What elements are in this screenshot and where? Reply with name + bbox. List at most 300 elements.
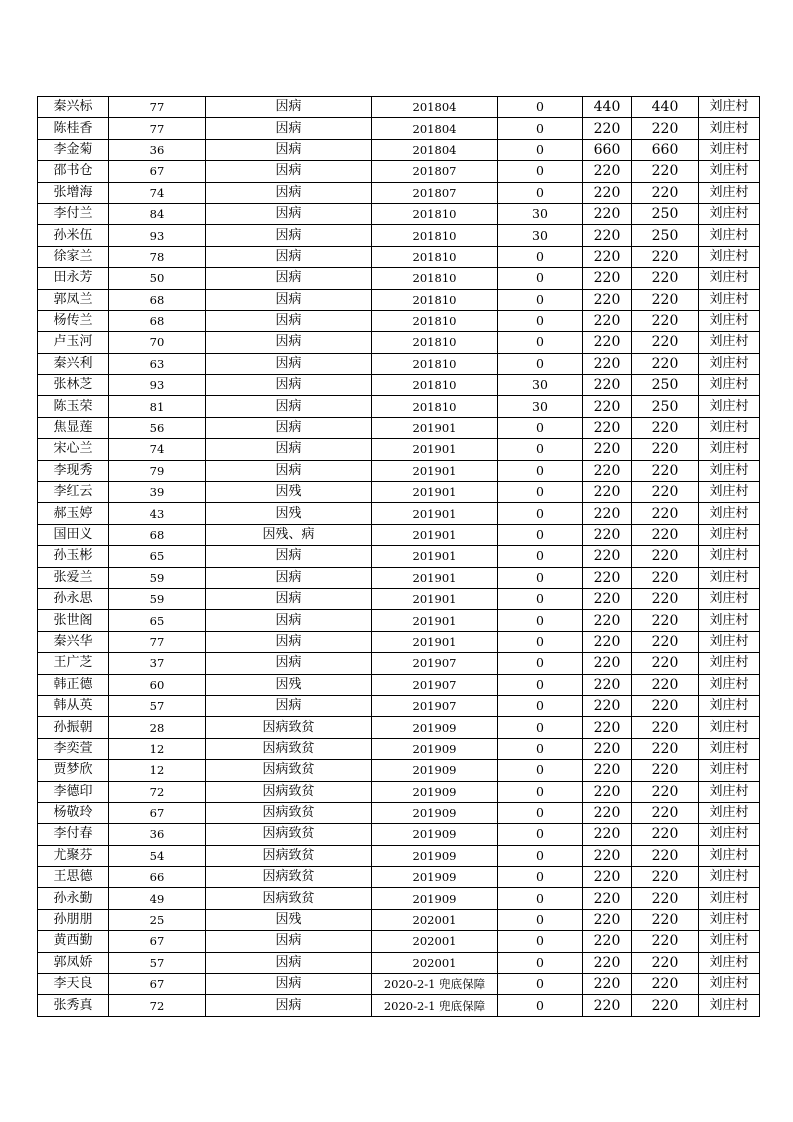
table-row xyxy=(38,995,760,1016)
age-cell: 68 xyxy=(109,524,206,545)
name-cell: 李付春 xyxy=(38,824,109,845)
date-cell: 201909 xyxy=(372,888,498,909)
reason-cell: 因病致贫 xyxy=(206,738,372,759)
base-amount-cell: 220 xyxy=(583,952,632,973)
village-cell: 刘庄村 xyxy=(699,439,760,460)
date-cell: 201807 xyxy=(372,182,498,203)
total-amount-cell: 220 xyxy=(632,482,699,503)
table-row xyxy=(38,867,760,888)
age-cell: 36 xyxy=(109,824,206,845)
table-row xyxy=(38,695,760,716)
table-row xyxy=(38,310,760,331)
table-row xyxy=(38,482,760,503)
name-cell: 黄西勤 xyxy=(38,931,109,952)
extra-amount-cell: 0 xyxy=(498,503,583,524)
reason-cell: 因病 xyxy=(206,182,372,203)
total-amount-cell: 220 xyxy=(632,182,699,203)
extra-amount-cell: 0 xyxy=(498,653,583,674)
date-cell: 201810 xyxy=(372,375,498,396)
age-cell: 57 xyxy=(109,695,206,716)
base-amount-cell: 220 xyxy=(583,289,632,310)
date-cell: 201807 xyxy=(372,161,498,182)
table-row xyxy=(38,909,760,930)
reason-cell: 因病 xyxy=(206,375,372,396)
total-amount-cell: 220 xyxy=(632,161,699,182)
age-cell: 78 xyxy=(109,246,206,267)
name-cell: 王思德 xyxy=(38,867,109,888)
village-cell: 刘庄村 xyxy=(699,931,760,952)
extra-amount-cell: 0 xyxy=(498,974,583,995)
village-cell: 刘庄村 xyxy=(699,653,760,674)
date-cell: 201901 xyxy=(372,460,498,481)
name-cell: 郭凤兰 xyxy=(38,289,109,310)
village-cell: 刘庄村 xyxy=(699,332,760,353)
date-cell: 201901 xyxy=(372,524,498,545)
base-amount-cell: 220 xyxy=(583,909,632,930)
village-cell: 刘庄村 xyxy=(699,246,760,267)
extra-amount-cell: 0 xyxy=(498,353,583,374)
total-amount-cell: 220 xyxy=(632,781,699,802)
base-amount-cell: 220 xyxy=(583,867,632,888)
name-cell: 韩正德 xyxy=(38,674,109,695)
date-cell: 201909 xyxy=(372,802,498,823)
age-cell: 49 xyxy=(109,888,206,909)
name-cell: 张爱兰 xyxy=(38,567,109,588)
total-amount-cell: 220 xyxy=(632,439,699,460)
reason-cell: 因病 xyxy=(206,995,372,1016)
total-amount-cell: 440 xyxy=(632,97,699,118)
table-row xyxy=(38,289,760,310)
table-row xyxy=(38,203,760,224)
village-cell: 刘庄村 xyxy=(699,482,760,503)
age-cell: 72 xyxy=(109,781,206,802)
date-cell: 201907 xyxy=(372,674,498,695)
date-cell: 202001 xyxy=(372,931,498,952)
base-amount-cell: 220 xyxy=(583,332,632,353)
table-row xyxy=(38,610,760,631)
table-row xyxy=(38,567,760,588)
table-row xyxy=(38,396,760,417)
name-cell: 徐家兰 xyxy=(38,246,109,267)
total-amount-cell: 220 xyxy=(632,974,699,995)
total-amount-cell: 220 xyxy=(632,417,699,438)
base-amount-cell: 220 xyxy=(583,717,632,738)
reason-cell: 因病 xyxy=(206,139,372,160)
village-cell: 刘庄村 xyxy=(699,139,760,160)
village-cell: 刘庄村 xyxy=(699,695,760,716)
village-cell: 刘庄村 xyxy=(699,631,760,652)
extra-amount-cell: 0 xyxy=(498,161,583,182)
total-amount-cell: 250 xyxy=(632,225,699,246)
extra-amount-cell: 0 xyxy=(498,610,583,631)
age-cell: 74 xyxy=(109,182,206,203)
village-cell: 刘庄村 xyxy=(699,802,760,823)
base-amount-cell: 220 xyxy=(583,546,632,567)
total-amount-cell: 660 xyxy=(632,139,699,160)
extra-amount-cell: 0 xyxy=(498,439,583,460)
base-amount-cell: 220 xyxy=(583,225,632,246)
date-cell: 201909 xyxy=(372,738,498,759)
extra-amount-cell: 0 xyxy=(498,952,583,973)
roster-body xyxy=(38,97,760,1017)
village-cell: 刘庄村 xyxy=(699,289,760,310)
date-cell: 201810 xyxy=(372,289,498,310)
base-amount-cell: 220 xyxy=(583,310,632,331)
table-row xyxy=(38,503,760,524)
name-cell: 李德印 xyxy=(38,781,109,802)
village-cell: 刘庄村 xyxy=(699,717,760,738)
name-cell: 郝玉婷 xyxy=(38,503,109,524)
total-amount-cell: 220 xyxy=(632,653,699,674)
reason-cell: 因病 xyxy=(206,289,372,310)
age-cell: 77 xyxy=(109,631,206,652)
base-amount-cell: 220 xyxy=(583,888,632,909)
base-amount-cell: 220 xyxy=(583,995,632,1016)
name-cell: 孙永思 xyxy=(38,588,109,609)
total-amount-cell: 220 xyxy=(632,952,699,973)
reason-cell: 因病 xyxy=(206,588,372,609)
village-cell: 刘庄村 xyxy=(699,974,760,995)
reason-cell: 因病致贫 xyxy=(206,824,372,845)
total-amount-cell: 220 xyxy=(632,310,699,331)
name-cell: 孙振朝 xyxy=(38,717,109,738)
extra-amount-cell: 0 xyxy=(498,631,583,652)
table-row xyxy=(38,674,760,695)
village-cell: 刘庄村 xyxy=(699,310,760,331)
date-cell: 201909 xyxy=(372,845,498,866)
base-amount-cell: 220 xyxy=(583,118,632,139)
village-cell: 刘庄村 xyxy=(699,97,760,118)
reason-cell: 因病 xyxy=(206,439,372,460)
village-cell: 刘庄村 xyxy=(699,353,760,374)
name-cell: 李现秀 xyxy=(38,460,109,481)
table-row xyxy=(38,375,760,396)
village-cell: 刘庄村 xyxy=(699,888,760,909)
date-cell: 201810 xyxy=(372,353,498,374)
age-cell: 59 xyxy=(109,567,206,588)
extra-amount-cell: 0 xyxy=(498,845,583,866)
age-cell: 77 xyxy=(109,97,206,118)
name-cell: 陈桂香 xyxy=(38,118,109,139)
reason-cell: 因病 xyxy=(206,417,372,438)
reason-cell: 因病 xyxy=(206,268,372,289)
base-amount-cell: 220 xyxy=(583,781,632,802)
base-amount-cell: 220 xyxy=(583,246,632,267)
total-amount-cell: 220 xyxy=(632,588,699,609)
village-cell: 刘庄村 xyxy=(699,396,760,417)
total-amount-cell: 220 xyxy=(632,546,699,567)
base-amount-cell: 220 xyxy=(583,845,632,866)
reason-cell: 因病 xyxy=(206,460,372,481)
extra-amount-cell: 0 xyxy=(498,695,583,716)
name-cell: 张世阁 xyxy=(38,610,109,631)
name-cell: 李红云 xyxy=(38,482,109,503)
date-cell: 201909 xyxy=(372,781,498,802)
name-cell: 杨传兰 xyxy=(38,310,109,331)
name-cell: 焦显莲 xyxy=(38,417,109,438)
table-row xyxy=(38,225,760,246)
age-cell: 65 xyxy=(109,610,206,631)
village-cell: 刘庄村 xyxy=(699,738,760,759)
age-cell: 28 xyxy=(109,717,206,738)
total-amount-cell: 220 xyxy=(632,503,699,524)
extra-amount-cell: 0 xyxy=(498,931,583,952)
age-cell: 74 xyxy=(109,439,206,460)
reason-cell: 因病 xyxy=(206,246,372,267)
age-cell: 68 xyxy=(109,289,206,310)
extra-amount-cell: 0 xyxy=(498,867,583,888)
total-amount-cell: 220 xyxy=(632,888,699,909)
name-cell: 国田义 xyxy=(38,524,109,545)
extra-amount-cell: 0 xyxy=(498,888,583,909)
extra-amount-cell: 0 xyxy=(498,417,583,438)
date-cell: 201901 xyxy=(372,503,498,524)
age-cell: 59 xyxy=(109,588,206,609)
base-amount-cell: 220 xyxy=(583,631,632,652)
total-amount-cell: 220 xyxy=(632,824,699,845)
date-cell: 201804 xyxy=(372,97,498,118)
extra-amount-cell: 0 xyxy=(498,139,583,160)
base-amount-cell: 220 xyxy=(583,695,632,716)
village-cell: 刘庄村 xyxy=(699,867,760,888)
reason-cell: 因病 xyxy=(206,974,372,995)
extra-amount-cell: 0 xyxy=(498,760,583,781)
extra-amount-cell: 30 xyxy=(498,203,583,224)
date-cell: 201909 xyxy=(372,717,498,738)
reason-cell: 因病 xyxy=(206,931,372,952)
age-cell: 37 xyxy=(109,653,206,674)
age-cell: 67 xyxy=(109,974,206,995)
date-cell: 202001 xyxy=(372,952,498,973)
extra-amount-cell: 0 xyxy=(498,588,583,609)
reason-cell: 因病 xyxy=(206,396,372,417)
village-cell: 刘庄村 xyxy=(699,375,760,396)
reason-cell: 因残、病 xyxy=(206,524,372,545)
village-cell: 刘庄村 xyxy=(699,182,760,203)
total-amount-cell: 220 xyxy=(632,460,699,481)
total-amount-cell: 220 xyxy=(632,332,699,353)
total-amount-cell: 220 xyxy=(632,760,699,781)
table-row xyxy=(38,653,760,674)
base-amount-cell: 220 xyxy=(583,824,632,845)
village-cell: 刘庄村 xyxy=(699,460,760,481)
name-cell: 张增海 xyxy=(38,182,109,203)
date-cell: 201810 xyxy=(372,396,498,417)
base-amount-cell: 660 xyxy=(583,139,632,160)
table-row xyxy=(38,246,760,267)
table-row xyxy=(38,268,760,289)
extra-amount-cell: 0 xyxy=(498,182,583,203)
age-cell: 66 xyxy=(109,867,206,888)
total-amount-cell: 250 xyxy=(632,203,699,224)
date-cell: 201810 xyxy=(372,332,498,353)
village-cell: 刘庄村 xyxy=(699,225,760,246)
extra-amount-cell: 0 xyxy=(498,674,583,695)
name-cell: 杨敬玲 xyxy=(38,802,109,823)
village-cell: 刘庄村 xyxy=(699,845,760,866)
village-cell: 刘庄村 xyxy=(699,588,760,609)
base-amount-cell: 220 xyxy=(583,375,632,396)
name-cell: 宋心兰 xyxy=(38,439,109,460)
extra-amount-cell: 0 xyxy=(498,482,583,503)
reason-cell: 因病 xyxy=(206,353,372,374)
name-cell: 卢玉河 xyxy=(38,332,109,353)
name-cell: 秦兴标 xyxy=(38,97,109,118)
date-cell: 201901 xyxy=(372,546,498,567)
table-row xyxy=(38,118,760,139)
date-cell: 201901 xyxy=(372,588,498,609)
village-cell: 刘庄村 xyxy=(699,674,760,695)
reason-cell: 因病 xyxy=(206,118,372,139)
reason-cell: 因病 xyxy=(206,631,372,652)
village-cell: 刘庄村 xyxy=(699,546,760,567)
total-amount-cell: 220 xyxy=(632,845,699,866)
village-cell: 刘庄村 xyxy=(699,118,760,139)
reason-cell: 因病 xyxy=(206,203,372,224)
base-amount-cell: 220 xyxy=(583,353,632,374)
village-cell: 刘庄村 xyxy=(699,203,760,224)
reason-cell: 因病致贫 xyxy=(206,867,372,888)
age-cell: 63 xyxy=(109,353,206,374)
name-cell: 孙玉彬 xyxy=(38,546,109,567)
reason-cell: 因病 xyxy=(206,952,372,973)
base-amount-cell: 220 xyxy=(583,482,632,503)
extra-amount-cell: 0 xyxy=(498,995,583,1016)
total-amount-cell: 220 xyxy=(632,867,699,888)
village-cell: 刘庄村 xyxy=(699,503,760,524)
total-amount-cell: 250 xyxy=(632,375,699,396)
roster-table xyxy=(37,96,760,1017)
age-cell: 57 xyxy=(109,952,206,973)
reason-cell: 因病 xyxy=(206,695,372,716)
reason-cell: 因残 xyxy=(206,909,372,930)
age-cell: 43 xyxy=(109,503,206,524)
extra-amount-cell: 30 xyxy=(498,225,583,246)
reason-cell: 因病 xyxy=(206,161,372,182)
table-row xyxy=(38,781,760,802)
reason-cell: 因病 xyxy=(206,97,372,118)
total-amount-cell: 220 xyxy=(632,909,699,930)
age-cell: 67 xyxy=(109,161,206,182)
age-cell: 84 xyxy=(109,203,206,224)
name-cell: 陈玉荣 xyxy=(38,396,109,417)
age-cell: 81 xyxy=(109,396,206,417)
table-row xyxy=(38,631,760,652)
total-amount-cell: 220 xyxy=(632,268,699,289)
name-cell: 韩从英 xyxy=(38,695,109,716)
name-cell: 孙朋朋 xyxy=(38,909,109,930)
base-amount-cell: 220 xyxy=(583,161,632,182)
table-row xyxy=(38,974,760,995)
base-amount-cell: 220 xyxy=(583,674,632,695)
name-cell: 李奕萱 xyxy=(38,738,109,759)
reason-cell: 因病致贫 xyxy=(206,802,372,823)
base-amount-cell: 220 xyxy=(583,182,632,203)
date-cell: 201901 xyxy=(372,482,498,503)
extra-amount-cell: 0 xyxy=(498,909,583,930)
extra-amount-cell: 30 xyxy=(498,396,583,417)
name-cell: 李付兰 xyxy=(38,203,109,224)
name-cell: 张林芝 xyxy=(38,375,109,396)
village-cell: 刘庄村 xyxy=(699,952,760,973)
base-amount-cell: 220 xyxy=(583,974,632,995)
extra-amount-cell: 0 xyxy=(498,310,583,331)
age-cell: 77 xyxy=(109,118,206,139)
base-amount-cell: 220 xyxy=(583,439,632,460)
table-row xyxy=(38,717,760,738)
extra-amount-cell: 30 xyxy=(498,375,583,396)
village-cell: 刘庄村 xyxy=(699,909,760,930)
village-cell: 刘庄村 xyxy=(699,610,760,631)
age-cell: 39 xyxy=(109,482,206,503)
table-row xyxy=(38,97,760,118)
table-row xyxy=(38,439,760,460)
date-cell: 201804 xyxy=(372,139,498,160)
name-cell: 李天良 xyxy=(38,974,109,995)
age-cell: 70 xyxy=(109,332,206,353)
reason-cell: 因病 xyxy=(206,225,372,246)
village-cell: 刘庄村 xyxy=(699,567,760,588)
total-amount-cell: 220 xyxy=(632,524,699,545)
name-cell: 张秀真 xyxy=(38,995,109,1016)
age-cell: 72 xyxy=(109,995,206,1016)
date-cell: 201901 xyxy=(372,439,498,460)
table-row xyxy=(38,931,760,952)
extra-amount-cell: 0 xyxy=(498,717,583,738)
total-amount-cell: 220 xyxy=(632,738,699,759)
extra-amount-cell: 0 xyxy=(498,118,583,139)
village-cell: 刘庄村 xyxy=(699,824,760,845)
table-row xyxy=(38,161,760,182)
base-amount-cell: 220 xyxy=(583,760,632,781)
age-cell: 56 xyxy=(109,417,206,438)
base-amount-cell: 220 xyxy=(583,588,632,609)
age-cell: 93 xyxy=(109,375,206,396)
base-amount-cell: 220 xyxy=(583,396,632,417)
table-row xyxy=(38,845,760,866)
base-amount-cell: 220 xyxy=(583,802,632,823)
table-row xyxy=(38,353,760,374)
extra-amount-cell: 0 xyxy=(498,246,583,267)
date-cell: 201810 xyxy=(372,310,498,331)
extra-amount-cell: 0 xyxy=(498,781,583,802)
age-cell: 68 xyxy=(109,310,206,331)
base-amount-cell: 220 xyxy=(583,203,632,224)
reason-cell: 因病 xyxy=(206,310,372,331)
date-cell: 201804 xyxy=(372,118,498,139)
total-amount-cell: 220 xyxy=(632,674,699,695)
age-cell: 60 xyxy=(109,674,206,695)
total-amount-cell: 220 xyxy=(632,610,699,631)
date-cell: 2020-2-1 兜底保障 xyxy=(372,995,498,1016)
reason-cell: 因病致贫 xyxy=(206,760,372,781)
date-cell: 201901 xyxy=(372,631,498,652)
date-cell: 201909 xyxy=(372,867,498,888)
age-cell: 54 xyxy=(109,845,206,866)
total-amount-cell: 220 xyxy=(632,567,699,588)
reason-cell: 因残 xyxy=(206,503,372,524)
table-row xyxy=(38,524,760,545)
base-amount-cell: 220 xyxy=(583,610,632,631)
name-cell: 王广芝 xyxy=(38,653,109,674)
date-cell: 201901 xyxy=(372,610,498,631)
name-cell: 秦兴华 xyxy=(38,631,109,652)
total-amount-cell: 220 xyxy=(632,931,699,952)
date-cell: 201909 xyxy=(372,760,498,781)
extra-amount-cell: 0 xyxy=(498,268,583,289)
extra-amount-cell: 0 xyxy=(498,738,583,759)
base-amount-cell: 220 xyxy=(583,503,632,524)
